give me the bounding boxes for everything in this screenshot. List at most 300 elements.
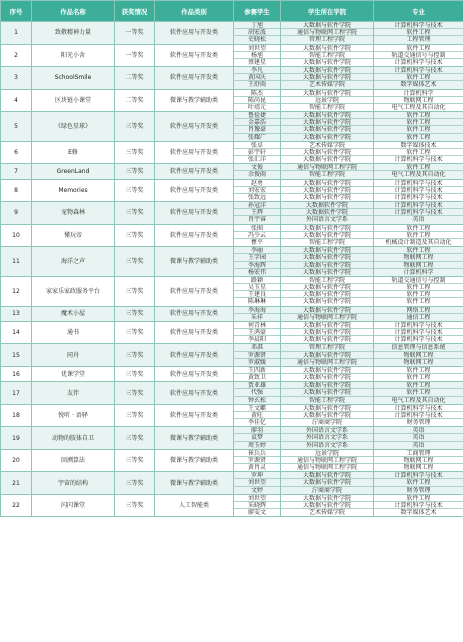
student-names [234, 449, 281, 472]
student-majors-entry: 软件工程 [374, 225, 463, 232]
row-number: 13 [1, 306, 32, 321]
student-majors-entry: 计算机科学与技术 [394, 193, 443, 201]
work-category: 微课与教学辅助类 [155, 427, 234, 450]
work-title: 致敬精神力量 [32, 22, 115, 45]
work-title: 回溯算法 [32, 449, 115, 472]
student-names-entry: 王舒雨 [247, 81, 266, 89]
student-colleges-entry: 大数据与软件学院 [302, 298, 351, 306]
student-names [234, 224, 281, 247]
student-majors [374, 344, 463, 367]
award-level: 三等奖 [115, 472, 155, 495]
table-row [1, 382, 463, 405]
student-names-entry: 黄致卫 [247, 374, 266, 382]
student-majors-entry: 软件工程 [374, 112, 463, 119]
row-number: 22 [1, 494, 32, 517]
student-colleges-entry: 大数据与软件学院 [302, 268, 351, 276]
student-majors [374, 382, 463, 405]
work-category: 软件应用与开发类 [155, 276, 234, 306]
row-number: 2 [1, 44, 32, 67]
student-names-entry: 刘世望 [234, 495, 280, 502]
work-title: E修 [32, 141, 115, 164]
student-names-entry: 陈琳琳 [247, 298, 266, 306]
student-colleges [281, 427, 374, 450]
student-majors [374, 306, 463, 321]
student-names-entry: 吴玉星 [234, 284, 280, 291]
row-number: 18 [1, 404, 32, 427]
student-colleges-entry: 大数据软件学院 [281, 202, 373, 209]
student-majors-entry: 电气工程及其自动化 [391, 103, 446, 111]
student-colleges-entry: 通信与物联网工程学院 [281, 164, 373, 171]
work-category: 微课与教学辅助类 [155, 472, 234, 495]
student-colleges-entry: 大数据与软件学院 [281, 74, 373, 81]
student-majors-entry: 物联网工程 [374, 97, 463, 104]
award-level: 一等奖 [115, 22, 155, 45]
student-majors-entry: 软件工程 [406, 374, 431, 382]
student-majors-entry: 软件工程 [374, 119, 463, 126]
student-majors-entry: 计算机科学与技术 [374, 209, 463, 216]
student-majors [374, 404, 463, 427]
student-colleges-entry: 大数据与软件学院 [302, 374, 351, 382]
student-majors-entry: 财务管理 [406, 486, 431, 494]
student-colleges-entry: 大数据与软件学院 [281, 187, 373, 194]
student-colleges-entry: 大数据与软件学院 [281, 22, 373, 29]
row-number: 12 [1, 276, 32, 306]
student-majors-entry: 物联网工程 [374, 262, 463, 269]
student-majors [374, 247, 463, 277]
student-majors-entry: 软件工程 [374, 284, 463, 291]
student-majors-entry: 计算机科学与技术 [374, 405, 463, 412]
work-category: 软件应用与开发类 [155, 382, 234, 405]
row-number: 6 [1, 141, 32, 164]
header-major: 专业 [374, 1, 463, 22]
student-colleges [281, 306, 374, 321]
student-majors-entry: 英语 [374, 434, 463, 441]
student-majors [374, 112, 463, 142]
student-majors [374, 366, 463, 381]
row-number: 19 [1, 427, 32, 450]
student-names-entry: 胡宏波 [234, 29, 280, 36]
work-title: 通书 [32, 321, 115, 344]
student-colleges [281, 112, 374, 142]
student-colleges-entry: 远景学院 [281, 97, 373, 104]
work-category: 微课与教学辅助类 [155, 89, 234, 112]
student-names-entry: 杨旭 [234, 52, 280, 59]
student-majors [374, 164, 463, 179]
student-names-entry: 陈杰 [234, 90, 280, 97]
student-colleges-entry: 智能工程学院 [281, 277, 373, 284]
student-majors-entry: 软件工程 [374, 247, 463, 254]
student-names-entry: 罗源贤 [234, 352, 280, 359]
award-level: 三等奖 [115, 449, 155, 472]
student-names-entry: 孙冠洋 [234, 202, 280, 209]
student-names-entry: 朱祥 [250, 313, 263, 321]
award-level: 三等奖 [115, 382, 155, 405]
student-names-entry: 张致远 [247, 193, 266, 201]
student-colleges-entry: 大数据与软件学院 [302, 156, 351, 164]
student-majors-entry: 计算机科学 [403, 268, 434, 276]
student-majors-entry: 工商管理 [374, 450, 463, 457]
student-majors-entry: 物联网工程 [403, 464, 434, 472]
student-names-entry: 赵勇 [234, 180, 280, 187]
student-majors-entry: 软件工程 [406, 133, 431, 141]
work-category: 软件应用与开发类 [155, 321, 234, 344]
student-names [234, 89, 281, 112]
student-colleges-entry: 大数据与软件学院 [281, 126, 373, 133]
table-row [1, 366, 463, 381]
student-colleges-entry: 大数据与软件学院 [281, 90, 373, 97]
table-header [1, 1, 463, 22]
student-majors-entry: 计算机科学与技术 [374, 22, 463, 29]
student-names-entry: 王字园 [234, 254, 280, 261]
student-colleges-entry: 大数据与软件学院 [281, 382, 373, 389]
work-category: 微课与教学辅助类 [155, 247, 234, 277]
student-names [234, 22, 281, 45]
work-category: 软件应用与开发类 [155, 44, 234, 67]
student-names [234, 366, 281, 381]
work-title: 《绿色星球》 [32, 112, 115, 142]
student-colleges [281, 89, 374, 112]
header-row [1, 1, 463, 22]
student-colleges-entry: 通信与物联网工程学院 [296, 464, 357, 472]
student-names-entry: 钟玄松 [247, 396, 266, 404]
row-number: 4 [1, 89, 32, 112]
student-majors-entry: 软件工程 [374, 495, 463, 502]
student-names-entry: 路颖 [234, 277, 280, 284]
student-colleges-entry: 大数据与软件学院 [281, 352, 373, 359]
student-colleges-entry: 外国语言文学系 [305, 441, 348, 449]
row-number: 11 [1, 247, 32, 277]
student-majors-entry: 计算机科学与技术 [394, 156, 443, 164]
header-no: 序号 [1, 1, 32, 22]
work-category: 人工智能类 [155, 494, 234, 517]
student-colleges-entry: 艺术传媒学院 [308, 509, 345, 517]
student-colleges-entry: 艺术传媒学院 [308, 81, 345, 89]
table-row [1, 141, 463, 164]
work-title: 家家乐家政服务平台 [32, 276, 115, 306]
table-row [1, 494, 463, 517]
student-names-entry: 李海辉 [234, 262, 280, 269]
student-majors [374, 472, 463, 495]
student-majors-entry: 计算机科学与技术 [374, 187, 463, 194]
award-level: 三等奖 [115, 404, 155, 427]
student-colleges-entry: 外国语言文学系 [305, 216, 348, 224]
student-colleges-entry: 艺术传媒学院 [281, 142, 373, 149]
work-category: 软件应用与开发类 [155, 366, 234, 381]
work-category: 软件应用与开发类 [155, 164, 234, 179]
student-colleges [281, 494, 374, 517]
student-names-entry: 王建良 [234, 291, 280, 298]
table-body [1, 22, 463, 517]
row-number: 20 [1, 449, 32, 472]
student-names-entry: 周玉婷 [247, 441, 266, 449]
table-row [1, 472, 463, 495]
work-title: 动物的肢体自卫 [32, 427, 115, 450]
student-names-entry: 冯少云 [234, 232, 280, 239]
student-names [234, 247, 281, 277]
student-names-entry: 李海海 [234, 307, 280, 314]
student-names-entry: 代强 [234, 389, 280, 396]
award-level: 三等奖 [115, 202, 155, 225]
student-colleges-entry: 大数据与软件学院 [281, 112, 373, 119]
student-colleges [281, 202, 374, 225]
student-names [234, 404, 281, 427]
student-names-entry: 蔡建星 [247, 58, 266, 66]
student-majors-entry: 软件工程 [374, 389, 463, 396]
student-colleges-entry: 管理工程学院 [281, 344, 373, 351]
award-level: 三等奖 [115, 112, 155, 142]
student-colleges-entry: 大数据与软件学院 [281, 472, 373, 479]
student-colleges-entry: 大数据与软件学院 [281, 225, 373, 232]
student-majors-entry: 计算机科学与技术 [374, 502, 463, 509]
student-majors-entry: 计算机科学与技术 [374, 67, 463, 74]
student-majors-entry: 英语 [412, 216, 425, 224]
student-colleges-entry: 智能工程学院 [308, 103, 345, 111]
student-majors-entry: 英语 [412, 441, 425, 449]
student-names [234, 112, 281, 142]
student-names [234, 276, 281, 306]
student-names-entry: 张耀广 [247, 133, 266, 141]
work-category: 软件应用与开发类 [155, 67, 234, 90]
student-names-entry: 黄旺 [234, 412, 280, 419]
work-category: 软件应用与开发类 [155, 224, 234, 247]
award-level: 三等奖 [115, 141, 155, 164]
student-colleges [281, 382, 374, 405]
student-majors-entry: 软件工程 [374, 149, 463, 156]
student-colleges-entry: 大数据与软件学院 [281, 502, 373, 509]
student-majors-entry: 软件工程 [374, 74, 463, 81]
student-names [234, 141, 281, 164]
student-majors [374, 449, 463, 472]
student-majors [374, 22, 463, 45]
student-majors-entry: 物联网工程 [374, 254, 463, 261]
student-majors [374, 44, 463, 67]
student-names-entry: 黄国庆 [234, 74, 280, 81]
award-level: 二等奖 [115, 89, 155, 112]
award-level: 三等奖 [115, 164, 155, 179]
award-level: 三等奖 [115, 427, 155, 450]
student-colleges-entry: 大数据与软件学院 [281, 247, 373, 254]
student-majors-entry: 计算机科学 [374, 90, 463, 97]
award-level: 三等奖 [115, 366, 155, 381]
student-colleges-entry: 管理工程学院 [308, 36, 345, 44]
table-row [1, 22, 463, 45]
student-majors [374, 202, 463, 225]
student-names-entry: 丁旭 [234, 22, 280, 29]
student-colleges-entry: 通信与物联网工程学院 [281, 457, 373, 464]
student-names [234, 427, 281, 450]
student-colleges-entry: 通信与物联网工程学院 [281, 29, 373, 36]
student-colleges-entry: 通信与物联网工程学院 [296, 313, 357, 321]
work-title: 宠物森林 [32, 202, 115, 225]
student-names-entry: 刘世望 [234, 45, 280, 52]
student-colleges-entry: 远景学院 [281, 450, 373, 457]
student-colleges-entry: 大数据与软件学院 [281, 254, 373, 261]
student-names-entry: 李丽 [234, 247, 280, 254]
student-colleges-entry: 通信与物联网工程学院 [296, 358, 357, 366]
student-colleges-entry: 大数据与软件学院 [281, 149, 373, 156]
student-names-entry: 廖雯文 [247, 509, 266, 517]
student-colleges-entry: 大数据与软件学院 [302, 336, 351, 344]
student-names-entry: 杨宏伟 [247, 268, 266, 276]
student-names-entry: 李凡 [234, 67, 280, 74]
student-names-entry: 文婷 [250, 486, 263, 494]
award-level: 三等奖 [115, 179, 155, 202]
student-majors [374, 276, 463, 306]
student-colleges-entry: 大数据与软件学院 [281, 479, 373, 486]
work-category: 软件应用与开发类 [155, 141, 234, 164]
work-category: 软件应用与开发类 [155, 22, 234, 45]
student-majors [374, 321, 463, 344]
work-title: 阳光小舍 [32, 44, 115, 67]
work-title: 懂玩帝 [32, 224, 115, 247]
student-colleges-entry: 大数据与软件学院 [281, 232, 373, 239]
student-names [234, 472, 281, 495]
table-row [1, 89, 463, 112]
student-colleges-entry: 大数据软件学院 [281, 209, 373, 216]
student-majors-entry: 软件工程 [374, 45, 463, 52]
student-names-entry: 李佳忆 [247, 419, 266, 427]
student-names-entry: 李晨阳 [247, 336, 266, 344]
work-title: 闪闪课堂 [32, 494, 115, 517]
student-majors-entry: 软件工程 [374, 126, 463, 133]
work-title: 海洋之声 [32, 247, 115, 277]
table-row [1, 112, 463, 142]
student-colleges-entry: 大数据与软件学院 [281, 284, 373, 291]
student-names [234, 67, 281, 90]
student-names-entry: 鲁俭捷 [234, 112, 280, 119]
student-names [234, 179, 281, 202]
student-majors [374, 141, 463, 164]
student-names-entry: 王辉 [234, 209, 280, 216]
header-title: 作品名称 [32, 1, 115, 22]
student-colleges [281, 449, 374, 472]
work-title: 宇宙的结构 [32, 472, 115, 495]
student-colleges [281, 164, 374, 179]
student-names-entry: 余俊雨 [247, 171, 266, 179]
student-names-entry: 瞿平 [250, 238, 263, 246]
student-colleges-entry: 外国语言文学系 [281, 434, 373, 441]
student-colleges [281, 22, 374, 45]
table-row [1, 449, 463, 472]
award-level: 二等奖 [115, 67, 155, 90]
student-majors-entry: 轨道交通信号与控制 [374, 52, 463, 59]
award-level: 三等奖 [115, 494, 155, 517]
student-colleges [281, 366, 374, 381]
student-majors-entry: 软件工程 [374, 291, 463, 298]
table-row [1, 344, 463, 367]
student-majors-entry: 软件工程 [374, 164, 463, 171]
header-category: 作品类别 [155, 1, 234, 22]
row-number: 8 [1, 179, 32, 202]
student-colleges-entry: 大数据与软件学院 [302, 133, 351, 141]
row-number: 1 [1, 22, 32, 45]
student-majors [374, 67, 463, 90]
student-names-entry: 肖豫豪 [234, 126, 280, 133]
student-majors-entry: 计算机科学与技术 [374, 202, 463, 209]
student-colleges [281, 276, 374, 306]
student-colleges [281, 141, 374, 164]
work-title: 悦听 · 语驿 [32, 404, 115, 427]
student-names [234, 306, 281, 321]
student-majors-entry: 数字媒体艺术 [400, 509, 437, 517]
student-colleges [281, 224, 374, 247]
student-majors-entry: 信息管理与信息系统 [374, 344, 463, 351]
table-row [1, 164, 463, 179]
student-names-entry: 张囿 [234, 225, 280, 232]
student-colleges-entry: 外国语言文学系 [281, 427, 373, 434]
row-number: 15 [1, 344, 32, 367]
student-names-entry: 陈尚昆 [234, 97, 280, 104]
student-names-entry: 罗坤 [234, 472, 280, 479]
student-names-entry: 王四新 [234, 367, 280, 374]
student-names-entry: 黄肖灵 [247, 464, 266, 472]
student-names-entry: 张卓 [234, 142, 280, 149]
student-colleges-entry: 大数据与软件学院 [281, 329, 373, 336]
award-level: 一等奖 [115, 44, 155, 67]
student-colleges-entry: 大数据与软件学院 [281, 322, 373, 329]
table-row [1, 44, 463, 67]
work-title: GreenLand [32, 164, 115, 179]
row-number: 9 [1, 202, 32, 225]
table-row [1, 202, 463, 225]
award-level: 三等奖 [115, 344, 155, 367]
work-category: 软件应用与开发类 [155, 344, 234, 367]
student-colleges [281, 404, 374, 427]
student-names [234, 321, 281, 344]
student-majors-entry: 物联网工程 [403, 358, 434, 366]
student-names-entry: 贾亚雄 [234, 382, 280, 389]
student-majors-entry: 计算机科学与技术 [374, 412, 463, 419]
student-colleges [281, 321, 374, 344]
student-names-entry: 金嘉浩 [234, 119, 280, 126]
table-row [1, 67, 463, 90]
table-row [1, 306, 463, 321]
student-majors-entry: 物联网工程 [374, 352, 463, 359]
work-category: 微课与教学辅助类 [155, 449, 234, 472]
header-students: 参赛学生 [234, 1, 281, 22]
award-level: 三等奖 [115, 306, 155, 321]
student-colleges [281, 44, 374, 67]
student-names-entry: 崔兵兵 [234, 450, 280, 457]
student-majors [374, 89, 463, 112]
work-title: 友伴 [32, 382, 115, 405]
student-majors-entry: 软件工程 [374, 367, 463, 374]
student-names-entry: 刘宏宏 [234, 187, 280, 194]
student-majors-entry: 财务管理 [406, 419, 431, 427]
student-majors-entry: 软件工程 [374, 29, 463, 36]
student-names-entry: 肖宇睿 [247, 216, 266, 224]
student-colleges-entry: 泞商商学院 [311, 486, 342, 494]
table-row [1, 321, 463, 344]
student-names-entry: 朱晓辉 [234, 502, 280, 509]
row-number: 10 [1, 224, 32, 247]
student-colleges-entry: 大数据与软件学院 [281, 45, 373, 52]
student-names-entry: 王文麒 [234, 405, 280, 412]
student-names-entry: 罗淑媛 [247, 358, 266, 366]
student-majors-entry: 计算机科学与技术 [394, 58, 443, 66]
work-title: Memories [32, 179, 115, 202]
header-award: 获奖情况 [115, 1, 155, 22]
row-number: 17 [1, 382, 32, 405]
student-names-entry: 邓淇 [234, 344, 280, 351]
student-majors-entry: 软件工程 [374, 479, 463, 486]
student-majors [374, 494, 463, 517]
student-names [234, 344, 281, 367]
work-title: 优课学堂 [32, 366, 115, 381]
student-colleges [281, 67, 374, 90]
work-title: 同舟 [32, 344, 115, 367]
header-college: 学生所在学院 [281, 1, 374, 22]
